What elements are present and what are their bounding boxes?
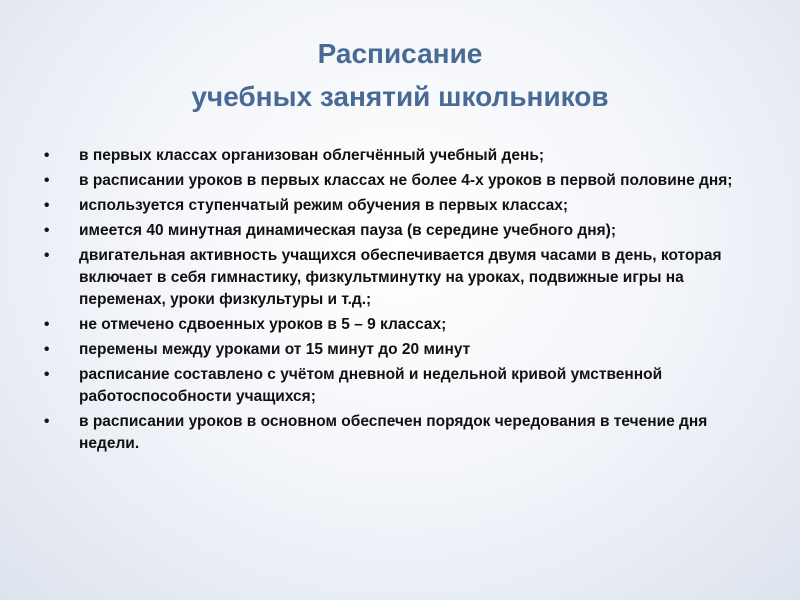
bullet-item [40,245,770,311]
slide-title [0,32,800,118]
bullet-text: в расписании уроков в первых классах не более 4-х уроков в первой половине дня; [79,172,733,189]
bullet-item [40,339,770,361]
bullet-item [40,411,770,455]
bullet-item [40,170,770,192]
bullet-icon: • [44,147,50,164]
bullet-text: в первых классах организован облегчённый учебный день; [79,147,545,164]
bullet-icon: • [44,197,50,214]
title-line-1: Расписание [317,38,483,69]
bullet-icon: • [44,247,50,264]
bullet-icon: • [44,172,50,189]
bullet-text: расписание составлено с учётом дневной и недельной кривой умственной работоспособности учащихся; [79,366,663,405]
bullet-list [40,145,770,458]
bullet-icon: • [44,413,50,430]
bullet-item [40,364,770,408]
bullet-text: имеется 40 минутная динамическая пауза (в середине учебного дня); [79,222,616,239]
bullet-item [40,195,770,217]
bullet-item [40,220,770,242]
bullet-icon: • [44,222,50,239]
bullet-icon: • [44,366,50,383]
bullet-text: не отмечено сдвоенных уроков в 5 – 9 классах; [79,316,447,333]
bullet-text: используется ступенчатый режим обучения в первых классах; [79,197,569,214]
bullet-icon: • [44,316,50,333]
bullet-icon: • [44,341,50,358]
bullet-item [40,145,770,167]
bullet-text: перемены между уроками от 15 минут до 20 минут [79,341,471,358]
title-line-2: учебных занятий школьников [191,81,609,112]
bullet-text: в расписании уроков в основном обеспечен порядок чередования в течение дня недели. [79,413,708,452]
bullet-item [40,314,770,336]
bullet-text: двигательная активность учащихся обеспечивается двумя часами в день, которая включает в себя гимнастику, физкультминутку на уроках, подвижные игры на переменах, уроки физкультуры и т.д.; [79,247,722,308]
